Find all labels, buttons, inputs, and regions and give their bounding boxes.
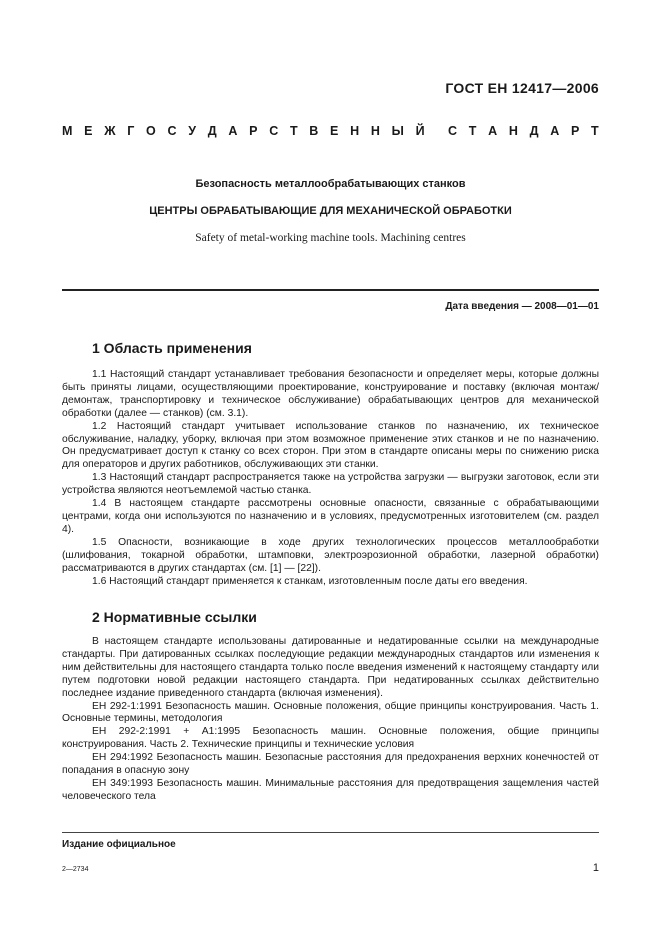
print-code: 2—2734: [62, 866, 89, 873]
banner-letter: Е: [330, 124, 339, 138]
banner-letter: С: [167, 124, 177, 138]
interstate-standard-banner: [62, 124, 599, 138]
section-body-references: [62, 636, 599, 804]
banner-letter: Н: [370, 124, 380, 138]
official-edition-label: Издание официальное: [62, 839, 176, 850]
section-heading-references: 2 Нормативные ссылки: [92, 609, 257, 625]
title-divider: [62, 289, 599, 291]
paragraph: 1.5 Опасности, возникающие в ходе других технологических процессов металлообработки (шлифования, токарной обработки, штамповки, электроэрозионной обработки, лазерной обработки) рассматриваются в других стандартах (см. [1] — [22]).: [62, 536, 599, 574]
banner-letter: Е: [84, 124, 93, 138]
banner-letter: Ж: [104, 124, 116, 138]
banner-letter: С: [269, 124, 279, 138]
page-number: 1: [592, 862, 599, 874]
paragraph: В настоящем стандарте использованы датированные и недатированные ссылки на международные стандарты. При датированных ссылках последующие редакции международных стандартов или изменения к ним действительны для настоящего стандарта только после введения изменений к настоящему стандарту или путем подготовки новой редакции настоящего стандарта. При недатированных ссылках действительно последнее издание приведенного стандарта (включая изменения).: [62, 636, 599, 699]
banner-letter: Д: [207, 124, 217, 138]
document-main-title: ЦЕНТРЫ ОБРАБАТЫВАЮЩИЕ ДЛЯ МЕХАНИЧЕСКОЙ ОБРАБОТКИ: [149, 205, 512, 217]
banner-letter: Г: [127, 124, 135, 138]
paragraph: 1.1 Настоящий стандарт устанавливает требования безопасности и определяет меры, которые должны быть приняты лицами, осуществляющими проектирование, конструирование и поставку (включая монтаж/демонтаж, транспортировку и техническое обслуживание) обрабатывающих центров для механической обработки (далее — станков) (см. 3.1).: [62, 369, 599, 419]
footer-divider: [62, 832, 599, 833]
banner-letter: А: [550, 124, 560, 138]
banner-letter: В: [309, 124, 319, 138]
banner-letter: С: [448, 124, 458, 138]
banner-letter: Н: [350, 124, 360, 138]
banner-letter: А: [488, 124, 498, 138]
banner-letter: Т: [468, 124, 477, 138]
reference-item: ЕН 294:1992 Безопасность машин. Безопасные расстояния для предохранения верхних конечностей от попадания в опасную зону: [62, 752, 599, 777]
reference-item: ЕН 292-2:1991 + А1:1995 Безопасность машин. Основные положения, общие принципы конструирования. Часть 2. Технические принципы и технические условия: [62, 726, 599, 751]
banner-letter: Т: [591, 124, 599, 138]
section-heading-scope: 1 Область применения: [92, 340, 252, 356]
standard-id: ГОСТ ЕН 12417—2006: [445, 80, 599, 96]
reference-item: ЕН 349:1993 Безопасность машин. Минимальные расстояния для предотвращения защемления частей человеческого тела: [62, 777, 599, 802]
banner-letter: Ы: [391, 124, 404, 138]
paragraph: 1.4 В настоящем стандарте рассмотрены основные опасности, связанные с обрабатывающими центрами, когда они используются по назначению и в условиях, предусмотренных изготовителем (см. раздел 4).: [62, 498, 599, 535]
banner-letter: Й: [415, 124, 425, 138]
banner-letter: О: [146, 124, 156, 138]
section-body-scope: [62, 369, 599, 588]
banner-letter: Р: [570, 124, 580, 138]
banner-letter: Р: [249, 124, 258, 138]
paragraph: 1.2 Настоящий стандарт учитывает использование станков по назначению, их техническое обслуживание, наладку, уборку, включая при этом возможное применение этих станков и не по назначению. Он предусматривает доступ к станку со всех сторон. При этом в стандарте описаны меры по снижению риска для операторов и других работников, обслуживающих эти станки.: [62, 420, 599, 471]
banner-letter: Д: [529, 124, 539, 138]
paragraph: 1.3 Настоящий стандарт распространяется также на устройства загрузки — выгрузки заготовок, если эти устройства являются неотъемлемой частью станка.: [62, 472, 599, 497]
banner-letter: А: [228, 124, 238, 138]
effective-date: Дата введения — 2008—01—01: [445, 301, 599, 312]
document-group-title: Безопасность металлообрабатывающих станков: [195, 178, 466, 190]
banner-letter: М: [62, 124, 73, 138]
banner-letter: Н: [508, 124, 518, 138]
document-english-title: Safety of metal-working machine tools. Machining centres: [195, 232, 466, 244]
banner-letter: У: [188, 124, 197, 138]
banner-letter: Т: [289, 124, 298, 138]
paragraph: 1.6 Настоящий стандарт применяется к станкам, изготовленным после даты его введения.: [92, 575, 528, 587]
reference-item: ЕН 292-1:1991 Безопасность машин. Основные положения, общие принципы конструирования. Часть 1. Основные термины, методология: [62, 700, 599, 725]
